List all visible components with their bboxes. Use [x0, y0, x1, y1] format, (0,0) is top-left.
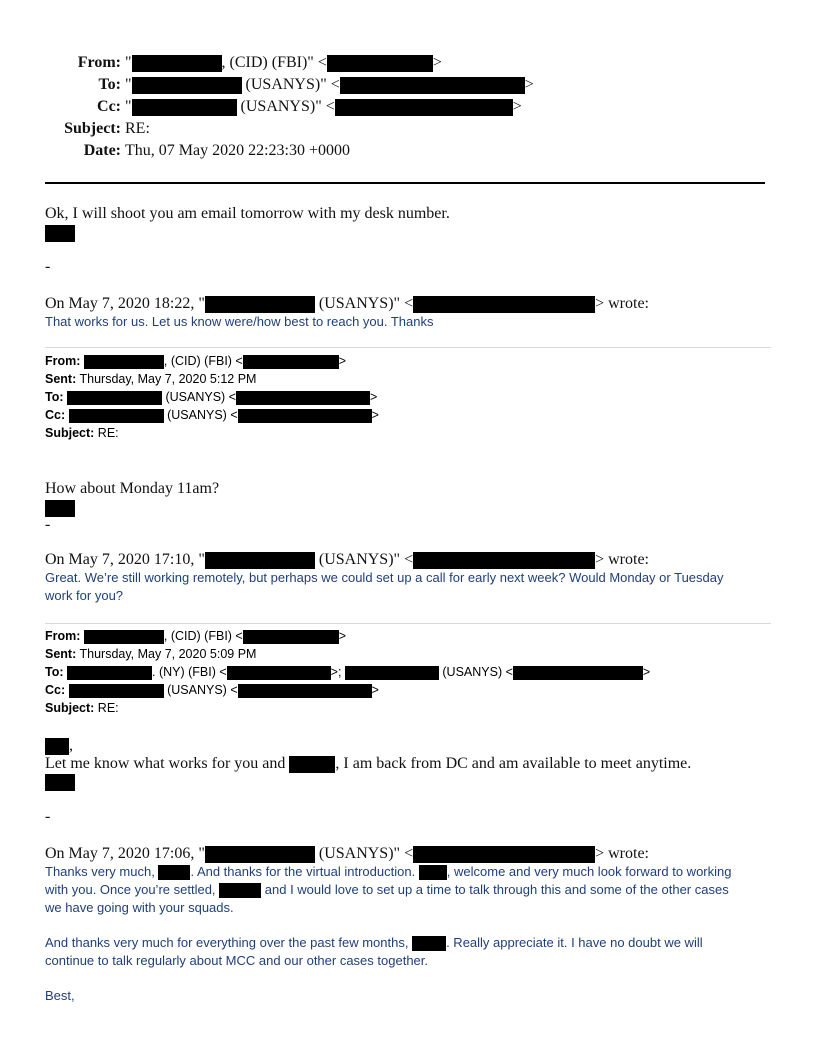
message-body: Ok, I will shoot you am email tomorrow with my desk number.: [45, 205, 450, 222]
date-value: Thu, 07 May 2020 22:23:30 +0000: [125, 142, 351, 159]
signature-dash: -: [45, 258, 51, 275]
redacted-block: [340, 77, 525, 94]
redacted-block: [413, 296, 595, 313]
date-label: Date:: [83, 142, 121, 159]
redacted-signature: [45, 773, 75, 791]
from-value: " , (CID) (FBI)" < >: [125, 54, 442, 71]
redacted-signature: [45, 499, 75, 517]
quoted-body: That works for us. Let us know were/how best to reach you. Thanks: [45, 314, 434, 329]
quoted-header: [45, 352, 379, 442]
quoted-to: To: (USANYS) < >: [45, 390, 378, 404]
closing: Best,: [45, 988, 75, 1003]
quoted-body-line: Thanks very much, . And thanks for the virtual introduction. , welcome and very much look forward to working: [45, 864, 732, 879]
redacted-block: [327, 55, 433, 72]
quote-divider: [45, 347, 771, 348]
redacted-block: [132, 99, 237, 116]
signature-dash: -: [45, 516, 51, 533]
quoted-sent: Sent: Thursday, May 7, 2020 5:12 PM: [45, 372, 257, 386]
redacted-signature: [45, 224, 75, 242]
quote-divider: [45, 623, 771, 624]
redacted-block: [289, 756, 335, 773]
quoted-body-line: And thanks very much for everything over the past few months, . Really appreciate it. I have no doubt we will: [45, 935, 703, 950]
subject-label: Subject:: [64, 120, 121, 137]
quoted-body-line: we have going with your squads.: [45, 900, 234, 915]
quoted-sent: Sent: Thursday, May 7, 2020 5:09 PM: [45, 647, 257, 661]
quoted-cc: Cc: (USANYS) < >: [45, 683, 379, 697]
from-label: From:: [77, 54, 121, 71]
redacted-block: [205, 296, 315, 313]
quoted-to: To: . (NY) (FBI) < >; (USANYS) < >: [45, 665, 651, 679]
to-value: " (USANYS)" < >: [125, 76, 534, 93]
quote-attribution: On May 7, 2020 17:10, " (USANYS)" < > wrote:: [45, 551, 649, 568]
quoted-body-line: with you. Once you’re settled, and I would love to set up a time to talk through this and some of the other cases: [45, 882, 729, 897]
signature-dash: -: [45, 808, 51, 825]
quoted-header: [45, 627, 650, 717]
redacted-block: [335, 99, 513, 116]
cc-label: Cc:: [97, 98, 121, 115]
message-body: Let me know what works for you and , I am back from DC and am available to meet anytime.: [45, 755, 692, 772]
to-label: To:: [98, 76, 121, 93]
quoted-body-line: Great. We’re still working remotely, but perhaps we could set up a call for early next week? Would Monday or Tuesday: [45, 570, 724, 585]
quoted-from: From: , (CID) (FBI) < >: [45, 354, 347, 368]
redacted-block: [413, 552, 595, 569]
redacted-block: [413, 846, 595, 863]
redacted-block: [132, 55, 222, 72]
quoted-from: From: , (CID) (FBI) < >: [45, 629, 347, 643]
subject-value: RE:: [125, 120, 150, 137]
message-body: How about Monday 11am?: [45, 480, 220, 497]
cc-value: " (USANYS)" < >: [125, 98, 522, 115]
greeting: ,: [45, 737, 73, 755]
quoted-cc: Cc: (USANYS) < >: [45, 408, 379, 422]
quoted-subject: Subject: RE:: [45, 426, 119, 440]
quoted-body-line: work for you?: [45, 588, 124, 603]
header-divider: [45, 182, 765, 184]
redacted-block: [205, 552, 315, 569]
quote-attribution: On May 7, 2020 17:06, " (USANYS)" < > wrote:: [45, 845, 649, 862]
quote-attribution: On May 7, 2020 18:22, " (USANYS)" < > wrote:: [45, 295, 649, 312]
quoted-body-line: continue to talk regularly about MCC and our other cases together.: [45, 953, 428, 968]
quoted-subject: Subject: RE:: [45, 701, 119, 715]
redacted-block: [205, 846, 315, 863]
redacted-block: [132, 77, 242, 94]
